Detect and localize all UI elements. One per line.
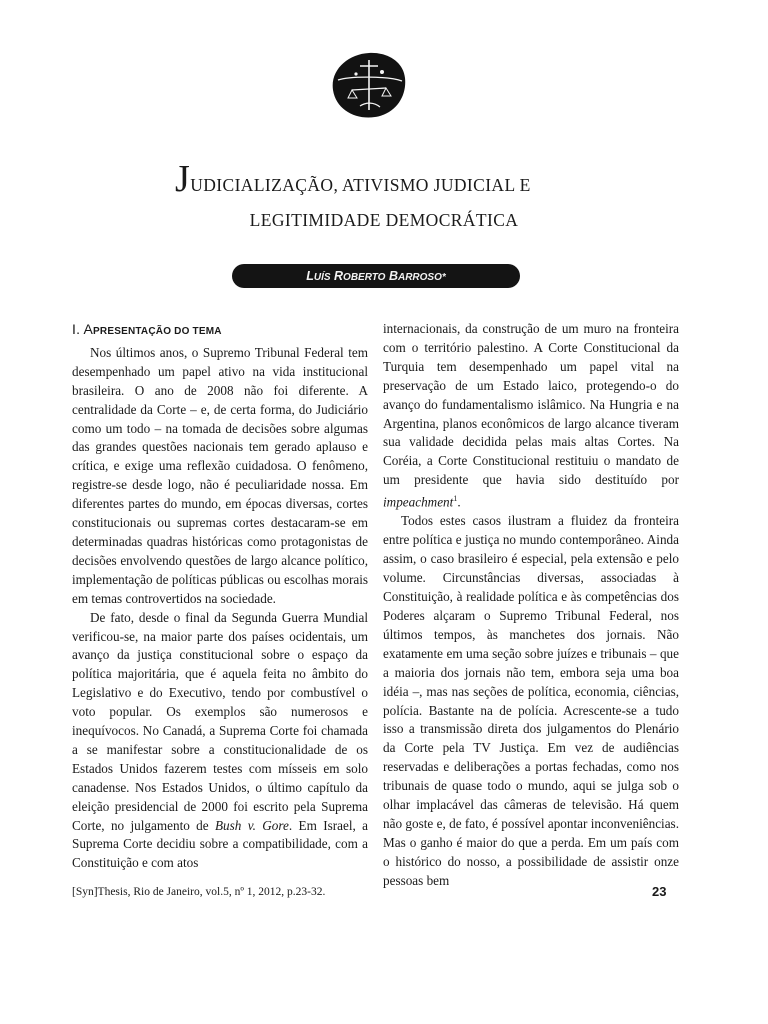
case-name: Bush v. Gore xyxy=(215,817,289,833)
title-initial: J xyxy=(175,158,191,200)
page-number: 23 xyxy=(652,884,667,899)
journal-emblem-icon xyxy=(330,50,408,120)
section-title-rest: PRESENTAÇÃO DO TEMA xyxy=(93,326,222,337)
left-column xyxy=(72,320,368,873)
author-first-initial: L xyxy=(306,269,314,283)
section-number: I. xyxy=(72,321,84,337)
author-last-rest: ARROSO* xyxy=(397,272,446,283)
author-middle-rest: OBERTO xyxy=(343,272,386,283)
paragraph-1: Nos últimos anos, o Supremo Tribunal Federal tem desempenhado um papel ativo na vida institucional brasileira. O ano de 2008 não foi diferente. A centralidade da Corte – e, de certa forma, do Judiciário como um todo – na tomada de decisões sobre algumas das grandes questões nacionais tem gerado aplauso e crítica, e exige uma reflexão cuidadosa. O fenômeno, registre-se desde logo, não é peculiaridade nossa. Em diferentes partes do mundo, em épocas diversas, cortes constitucionais ou supremas cortes destacaram-se em determinadas quadras históricas como protagonistas de decisões envolvendo questões de largo alcance político, implementação de políticas públicas ou escolhas morais em temas controvertidos na sociedade. xyxy=(72,344,368,606)
paragraph-2-text: De fato, desde o final da Segunda Guerra Mundial verificou-se, na maior parte dos países ocidentais, um avanço da justiça constitucional sobre o espaço da política majoritária, que é aquela feita no âmbito do Legislativo e do Executivo, tendo por combustível o voto popular. Os exemplos são numerosos e inequívocos. No Canadá, a Suprema Corte foi chamada a se manifestar sobre a constitucionalidade de os Estados Unidos fazerem testes com mísseis em solo canadense. Nos Estados Unidos, o último capítulo da eleição presidencial de 2000 foi escrito pela Suprema Corte, no julgamento de xyxy=(72,609,368,833)
paragraph-2 xyxy=(72,609,368,874)
author-first-rest: UÍS xyxy=(313,272,331,283)
journal-citation: [Syn]Thesis, Rio de Janeiro, vol.5, nº 1, 2012, p.23-32. xyxy=(72,886,326,898)
footnote-marker[interactable]: 1 xyxy=(453,494,458,504)
author-banner xyxy=(232,264,520,288)
paragraph-2-text-c: internacionais, da construção de um muro na fronteira com o território palestino. A Corte Constitucional da Turquia tem desempenhado um papel vital na preservação de um Estado laico, protegendo-o do avanço do fundamentalismo islâmico. Na Hungria e na Argentina, planos econômicos de largo alcance tiveram sua validade decidida pelas mais altas Cortes. Na Coréia, a Corte Constitucional restituiu o mandato de um presidente que havia sido destituído por xyxy=(383,321,679,488)
paragraph-2-continued xyxy=(383,320,679,512)
section-initial: A xyxy=(83,321,94,337)
article-title-line-1 xyxy=(175,160,595,198)
author-last-initial: B xyxy=(388,269,398,283)
paragraph-2-end: . xyxy=(457,494,461,510)
author-middle-initial: R xyxy=(334,269,344,283)
paragraph-3: Todos estes casos ilustram a fluidez da fronteira entre política e justiça no mundo contemporâneo. Ainda assim, o caso brasileiro é especial, pela extensão e pelo volume. Circunstâncias diversas, associadas à Constituição, à realidade política e às competências dos Poderes alçaram o Supremo Tribunal Federal, nos últimos tempos, às manchetes dos jornais. Não exatamente em uma seção sobre juízes e tribunais – que a maioria dos jornais não tem, embora seja uma boa idéia –, mas nas seções de política, economia, ciências, polícia. Bastante na de polícia. Acrescente-se a tudo isso a transmissão direta dos julgamentos do Plenário da Corte pela TV Justiça. Em vez de audiências reservadas e deliberações a portas fechadas, como nos tribunais de quase todo o mundo, aqui se julga sob o olhar implacável das câmeras de televisão. Há quem não goste e, de fato, é possível apontar inconveniências. Mas o ganho é maior do que a perda. Em um país com o histórico do nosso, a possibilidade de assistir onze pessoas bem xyxy=(383,513,679,888)
right-column xyxy=(383,320,679,891)
title-line-1-text: UDICIALIZAÇÃO, ATIVISMO JUDICIAL E xyxy=(190,175,531,195)
article-title-line-2: LEGITIMIDADE DEMOCRÁTICA xyxy=(249,210,519,230)
paragraph-2-text-b: . Em Israel, a Suprema Corte decidiu sobre a compatibilidade, com a Constituição e com atos xyxy=(72,817,368,871)
section-heading xyxy=(72,320,368,342)
impeachment-term: impeachment xyxy=(383,494,454,510)
